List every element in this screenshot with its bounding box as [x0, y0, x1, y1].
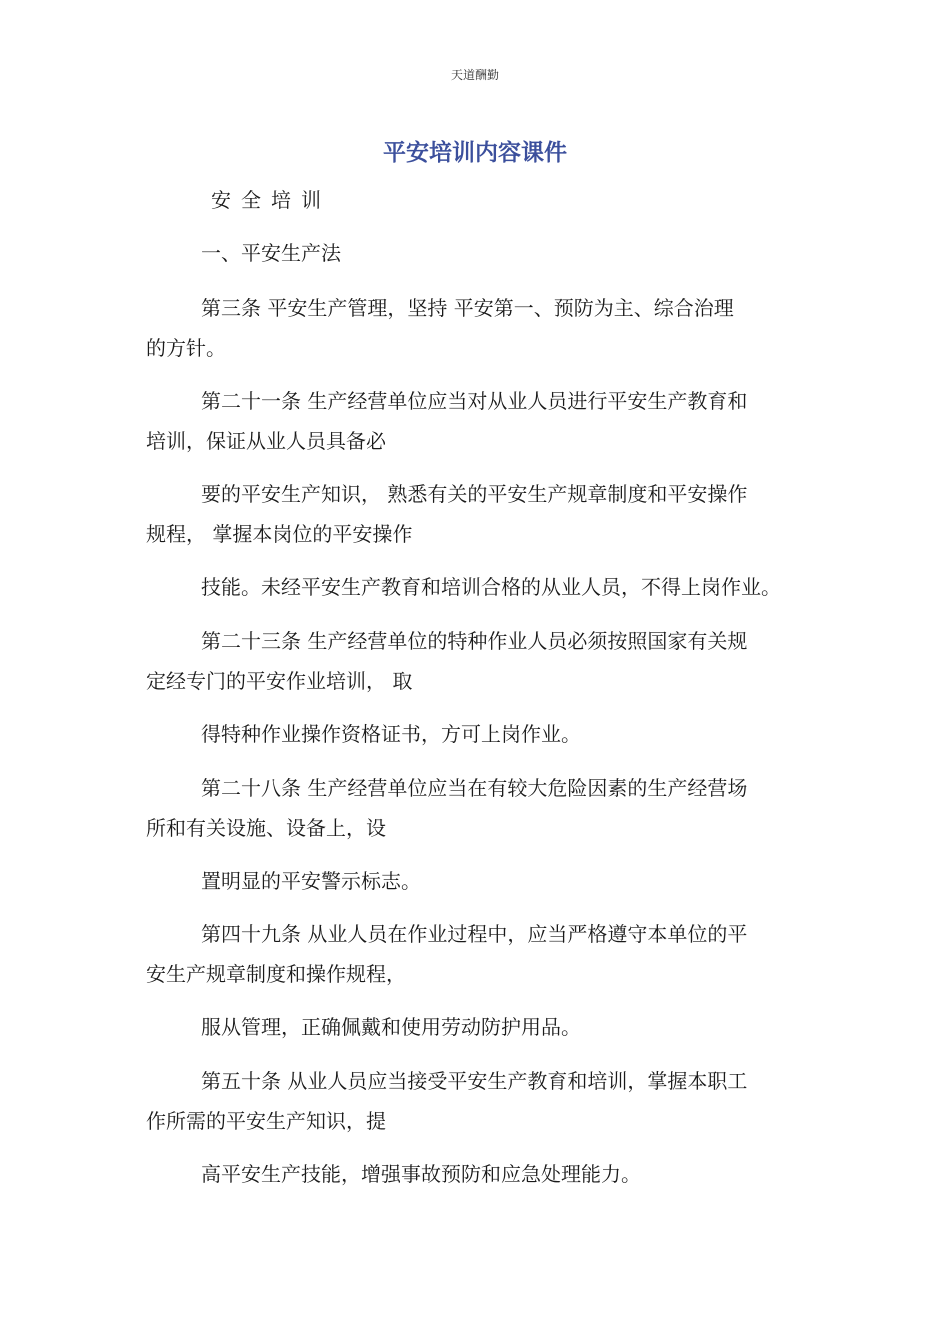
paragraph-line: 要的平安生产知识， 熟悉有关的平安生产规章制度和平安操作: [201, 482, 748, 506]
paragraph-line: 第二十一条 生产经营单位应当对从业人员进行平安生产教育和: [201, 389, 748, 413]
paragraph-line: 第二十三条 生产经营单位的特种作业人员必须按照国家有关规: [201, 629, 748, 653]
paragraph-line: 第二十八条 生产经营单位应当在有较大危险因素的生产经营场: [201, 776, 748, 800]
paragraph-line: 服从管理，正确佩戴和使用劳动防护用品。: [201, 1015, 581, 1039]
paragraph-line: 规程， 掌握本岗位的平安操作: [146, 522, 413, 546]
paragraph-line: 第四十九条 从业人员在作业过程中，应当严格遵守本单位的平: [201, 922, 748, 946]
document-title: 平安培训内容课件: [383, 140, 567, 166]
paragraph-line: 高平安生产技能，增强事故预防和应急处理能力。: [201, 1162, 641, 1186]
page-header: 天道酬勤: [450, 68, 499, 82]
paragraph-line: 第五十条 从业人员应当接受平安生产教育和培训，掌握本职工: [201, 1069, 748, 1093]
paragraph-line: 得特种作业操作资格证书，方可上岗作业。: [201, 722, 581, 746]
paragraph-line: 所和有关设施、设备上，设: [146, 816, 386, 840]
paragraph-line: 置明显的平安警示标志。: [201, 869, 421, 893]
section-heading: 安全培训: [211, 188, 331, 212]
paragraph-line: 培训，保证从业人员具备必: [146, 429, 386, 453]
subsection-heading: 一、平安生产法: [201, 241, 341, 265]
paragraph-line: 作所需的平安生产知识，提: [146, 1109, 386, 1133]
paragraph-line: 第三条 平安生产管理，坚持 平安第一、预防为主、综合治理: [201, 296, 734, 320]
paragraph-line: 的方针。: [146, 336, 226, 360]
paragraph-line: 安生产规章制度和操作规程，: [146, 962, 406, 986]
paragraph-line: 技能。未经平安生产教育和培训合格的从业人员，不得上岗作业。: [201, 575, 781, 599]
paragraph-line: 定经专门的平安作业培训， 取: [146, 669, 413, 693]
